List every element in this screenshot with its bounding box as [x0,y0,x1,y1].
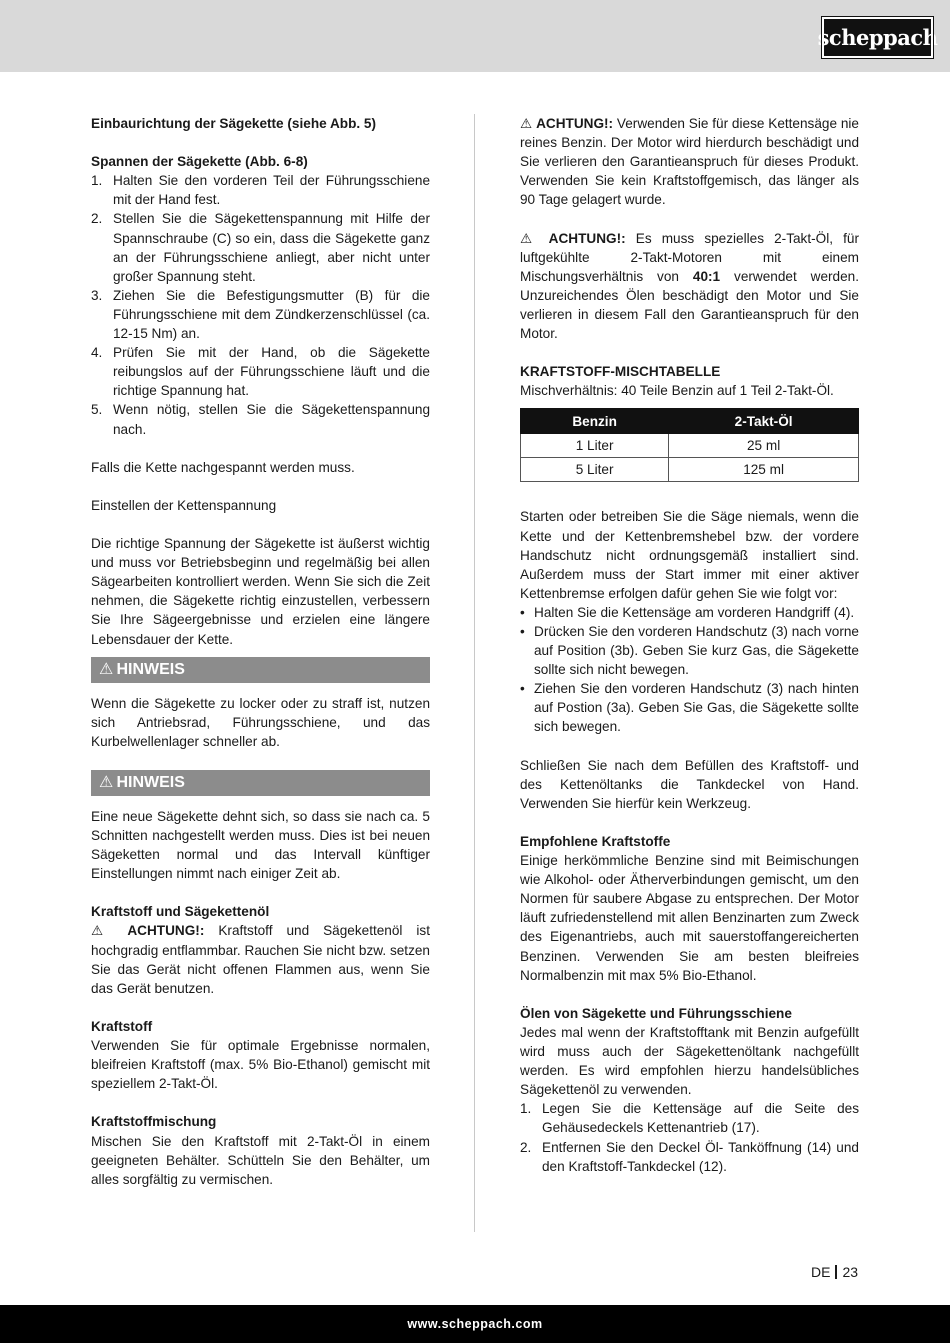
list-item: 2. Entfernen Sie den Deckel Öl- Tanköffnung (14) und den Kraftstoff-Tankdeckel (12). [520,1139,859,1174]
warning-triangle-icon: ⚠ [99,773,114,791]
paragraph-starten: Starten oder betreiben Sie die Säge niemals, wenn die Kette und der Kettenbremshebel bzw. der vordere Handschutz nicht ordnungsgemäß installiert sind. Außerdem muss der Start immer mit einer aktiver Kettenbremse erfolgen dafür gehen Sie wie folgt vor: [520,509,859,601]
scheppach-logo: scheppach [822,17,933,58]
section-heading-kraftstoff: Kraftstoff [91,1018,153,1034]
paragraph-achtung-oel: ⚠ ACHTUNG!: Es muss spezielles 2-Takt-Öl, für luftgekühlte 2-Takt-Motoren mit einem Mischungsverhältnis von 40:1 verwendet werden. Unzureichendes Ölen beschädigt den Motor und Sie verlieren in diesem Fall den Garantieanspruch für den Motor. [520,230,859,342]
section-heading-einbaurichtung: Einbaurichtung der Sägekette (siehe Abb. 5) [91,116,377,131]
paragraph-schliessen: Schließen Sie nach dem Befüllen des Kraftstoff- und des Kettenöltanks die Tankdeckel von Hand. Verwenden Sie hierfür kein Werkzeug. [520,757,859,811]
table-cell: 125 ml [669,458,859,482]
list-item: 2. Stellen Sie die Sägekettenspannung mit Hilfe der Spannschraube (C) so ein, dass die Sägekette ganz an der Führungsschiene anliegt, aber nicht unter großer Spannung steht. [91,211,430,284]
list-item: • Halten Sie die Kettensäge am vorderen Handgriff (4). [520,604,855,620]
paragraph-achtung-kraftstoff-oel: ⚠ ACHTUNG!: Kraftstoff und Sägekettenöl ist hochgradig entflammbar. Rauchen Sie nicht bzw. setzen Sie das Gerät nicht offenen Flammen aus, wenn Sie das Gerät benutzen. [91,923,431,996]
warning-triangle-icon: ⚠ [520,230,539,246]
section-heading-kraftstoff-oel: Kraftstoff und Sägekettenöl [91,904,270,920]
table-cell: 1 Liter [521,434,669,458]
paragraph-hinweis-2: Eine neue Sägekette dehnt sich, so dass sie nach ca. 5 Schnitten nachgestellt werden muss. Dies ist bei neuen Sägeketten normal und das Intervall künftiger Einstellungen nimmt nach einiger Zeit ab. [91,808,430,882]
warning-triangle-icon: ⚠ [99,660,114,678]
right-column [520,114,859,1176]
table-header: 2-Takt-Öl [669,409,859,434]
paragraph-richtige-spannung: Die richtige Spannung der Sägekette ist äußerst wichtig und muss vor Betriebsbeginn und regelmäßig bei allen Sägearbeiten kontrolliert werden. Wenn Sie sich die Zeit nehmen, die Sägekette richtig einzustellen, verbessern Sie Ihre Sägeergebnisse und erzielen eine längere Lebensdauer der Kette. [91,536,430,647]
column-divider [474,114,475,1232]
table-header: Benzin [521,409,669,434]
table-cell: 5 Liter [521,458,669,482]
paragraph-hinweis-1: Wenn die Sägekette zu locker oder zu straff ist, nutzen sich Antriebsrad, Führungsschiene, und das Kurbelwellenlager schneller ab. [91,695,430,749]
header-band [0,0,950,72]
section-heading-spannen: Spannen der Sägekette (Abb. 6-8) [91,154,308,170]
warning-triangle-icon: ⚠ [520,116,533,131]
section-heading-kraftstoffmischung: Kraftstoffmischung [91,1114,217,1130]
paragraph-falls: Falls die Kette nachgespannt werden muss. [91,459,355,475]
paragraph-kraftstoff: Verwenden Sie für optimale Ergebnisse normalen, bleifreien Kraftstoff (max. 5% Bio-Ethanol) gemischt mit speziellem 2-Takt-Öl. [91,1038,430,1092]
hinweis-banner: ⚠ HINWEIS [91,770,430,796]
table-row [521,434,859,458]
section-heading-mischtabelle: KRAFTSTOFF-MISCHTABELLE [520,364,721,380]
footer-band [0,1305,950,1343]
paragraph-achtung-benzin: ⚠ ACHTUNG!: Verwenden Sie für diese Kettensäge nie reines Benzin. Der Motor wird hierdurch beschädigt und Sie verlieren den Garantieanspruch für dieses Produkt. Verwenden Sie kein Kraftstoffgemisch, das länger als 90 Tage gelagert wurde. [520,116,859,208]
paragraph-kraftstoffmischung: Mischen Sie den Kraftstoff mit 2-Takt-Öl in einem geeigneten Behälter. Schütteln Sie den Behälter, um alles sorgfältig zu vermischen. [91,1133,430,1187]
list-item: 3. Ziehen Sie die Befestigungsmutter (B) für die Führungsschiene mit dem Zündkerzenschlüssel (ca. 12-15 Nm) an. [91,287,430,342]
paragraph-mischverhaeltnis: Mischverhältnis: 40 Teile Benzin auf 1 Teil 2-Takt-Öl. [520,383,834,399]
table-row [521,458,859,482]
list-item: 1. Halten Sie den vorderen Teil der Führungsschiene mit der Hand fest. [91,173,430,208]
section-heading-empfohlene: Empfohlene Kraftstoffe [520,834,671,849]
list-item: 1. Legen Sie die Kettensäge auf die Seite des Gehäusedeckels Kettenantrieb (17). [520,1101,859,1136]
page-number: DE 23 [811,1264,859,1280]
list-item: 5. Wenn nötig, stellen Sie die Sägekettenspannung nach. [91,402,430,437]
spannen-steps-list [91,171,430,438]
list-item: • Ziehen Sie den vorderen Handschutz (3) nach hinten auf Postion (3a). Geben Sie Gas, die Sägekette sollte sich bewegen. [520,681,859,735]
paragraph-empfohlene: Einige herkömmliche Benzine sind mit Beimischungen wie Alkohol- oder Ätherverbindungen gemischt, um den Normen für saubere Abgase zu entsprechen. Der Motor läuft zufriedenstellend mit allen Benzinarten zum Zweck des Eigenantriebs, auch mit sauerstoffangereicherten Benzinen. Verwenden Sie am besten bleifreies Normalbenzin mit max 5% Bio-Ethanol. [520,853,859,983]
starten-bullet-list [520,603,859,737]
left-column [91,114,430,1189]
oelen-steps-list [520,1099,859,1175]
table-cell: 25 ml [669,434,859,458]
list-item: • Drücken Sie den vorderen Handschutz (3) nach vorne auf Position (3b). Geben Sie kurz Gas, die Sägekette sollte sich nicht bewegen. [520,623,859,678]
paragraph-oelen: Jedes mal wenn der Kraftstofftank mit Benzin aufgefüllt wird muss auch der Sägekettenöltank nachgefüllt werden. Es wird empfohlen hierzu handelsübliches Sägekettenöl zu verwenden. [520,1024,859,1098]
paragraph-einstellen: Einstellen der Kettenspannung [91,497,277,513]
section-heading-oelen: Ölen von Sägekette und Führungsschiene [520,1005,792,1021]
fuel-mix-table [520,408,859,482]
list-item: 4. Prüfen Sie mit der Hand, ob die Sägekette reibungslos auf der Führungsschiene läuft und die richtige Spannung hat. [91,345,430,399]
website-link[interactable]: www.scheppach.com [407,1317,543,1331]
hinweis-banner: ⚠ HINWEIS [91,657,430,683]
warning-triangle-icon: ⚠ [91,923,114,939]
